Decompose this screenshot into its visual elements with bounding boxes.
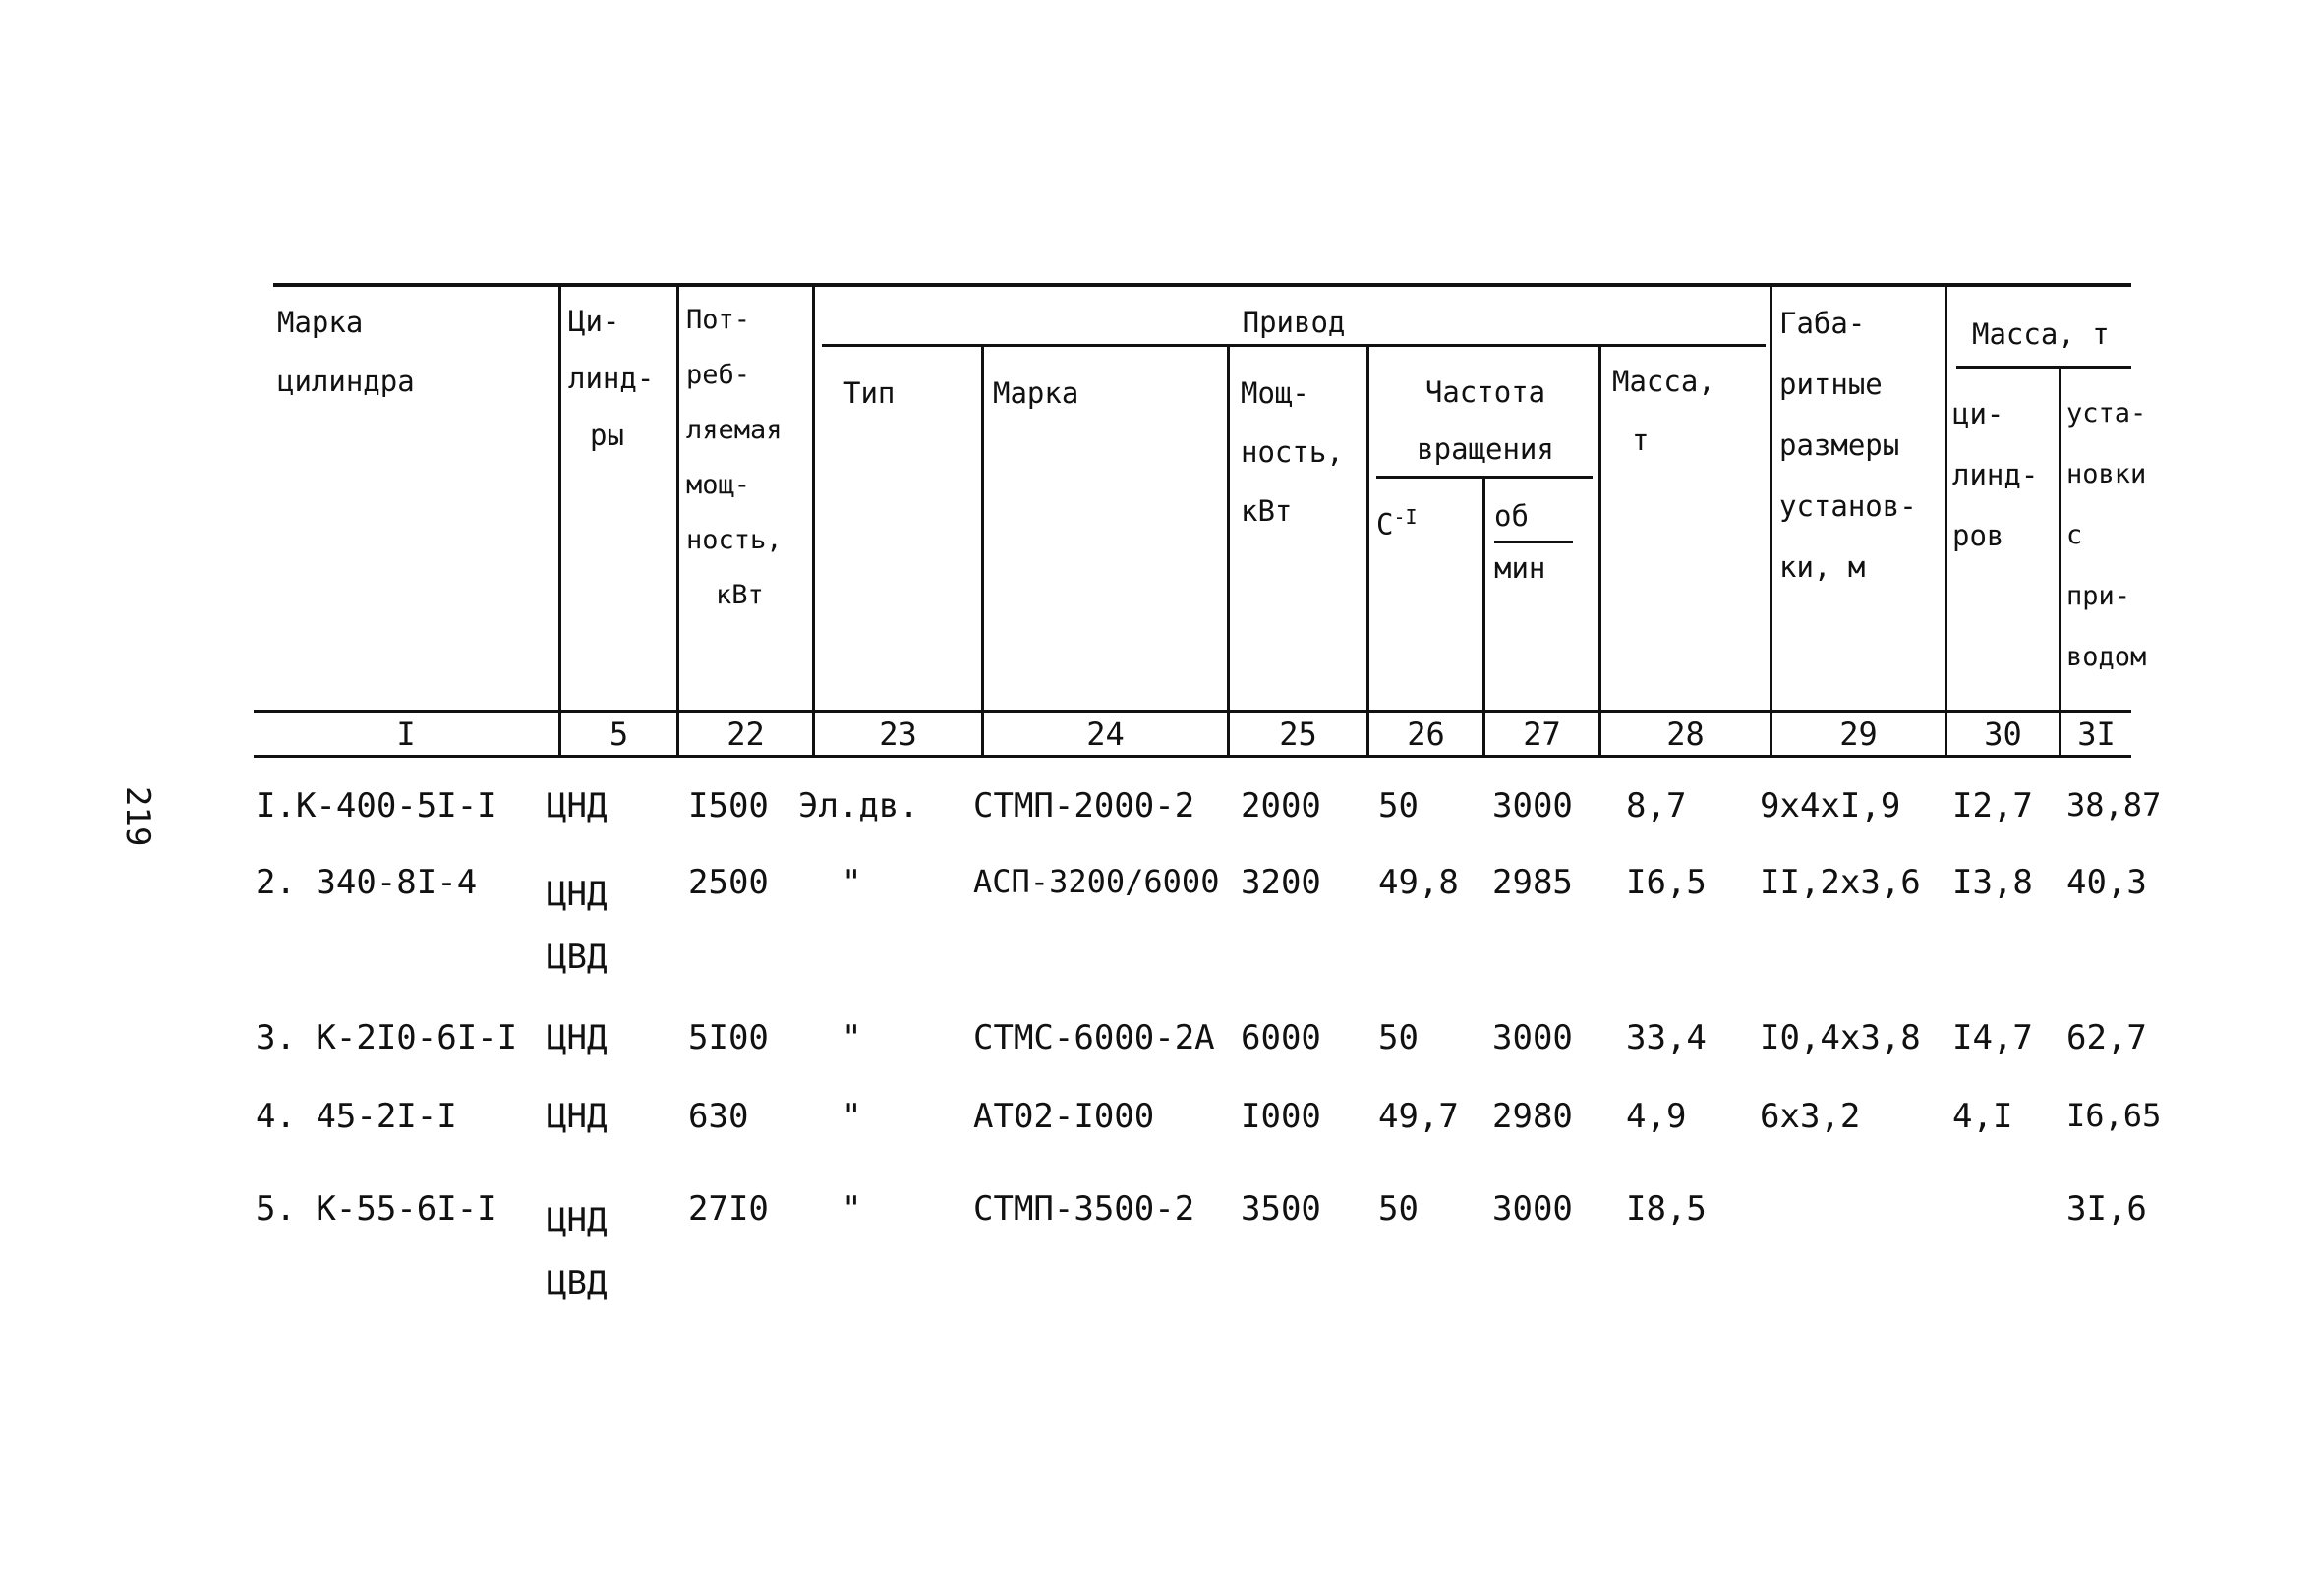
cell-cilindry: ЦНД xyxy=(547,786,608,826)
cell-cilindry: ЦНД ЦВД xyxy=(547,1201,608,1303)
cell-massa-cil: I4,7 xyxy=(1952,1018,2033,1057)
cell-privod-marka: АТ02-I000 xyxy=(973,1097,1155,1136)
cell-massa-ust: 3I,6 xyxy=(2066,1189,2147,1228)
cell-obmin: 2980 xyxy=(1492,1097,1573,1136)
cell-potr: 630 xyxy=(688,1097,749,1136)
column-number: 29 xyxy=(1839,715,1878,753)
cell-potr: 27I0 xyxy=(688,1189,769,1228)
cell-massa-cil: 4,I xyxy=(1952,1097,2013,1136)
header-tip: Тип xyxy=(843,376,896,410)
cell-moshch: 3200 xyxy=(1241,863,1321,902)
column-number: 30 xyxy=(1984,715,2022,753)
cell-s1: 50 xyxy=(1378,1018,1419,1057)
cell-privod-marka: СТМП-3500-2 xyxy=(973,1189,1195,1228)
numbers-bottom-rule xyxy=(254,755,2131,758)
cell-obmin: 3000 xyxy=(1492,786,1573,826)
cell-massa-cil: I3,8 xyxy=(1952,863,2033,902)
header-s-minus-1: $С^{-I}$ xyxy=(1376,505,1418,542)
header-ustanovki: уста- новки с при- водом xyxy=(2066,398,2147,672)
cell-gabarit: I0,4х3,8 xyxy=(1760,1018,1921,1057)
cell-privod-marka: СТМС-6000-2А xyxy=(973,1018,1215,1057)
header-gabarit: Габа- ритные размеры установ- ки, м xyxy=(1779,307,1917,584)
header-ob-min: об мин xyxy=(1494,491,1573,593)
column-number: 27 xyxy=(1523,715,1561,753)
column-number: 28 xyxy=(1666,715,1705,753)
cell-moshch: 6000 xyxy=(1241,1018,1321,1057)
col-divider xyxy=(812,283,815,757)
column-number: 5 xyxy=(609,715,629,753)
cell-tip: Эл.дв. xyxy=(798,786,919,826)
header-potreblyaemaya: Пот- реб- ляемая мощ- ность, кВт xyxy=(686,305,783,610)
cell-massa-ust: 38,87 xyxy=(2066,786,2162,824)
col-divider xyxy=(981,344,984,757)
cell-potr: I500 xyxy=(688,786,769,826)
cell-gabarit: II,2х3,6 xyxy=(1760,863,1921,902)
cell-s1: 49,8 xyxy=(1378,863,1459,902)
cell-marka: 2. 340-8I-4 xyxy=(256,863,478,902)
cell-massa: I8,5 xyxy=(1626,1189,1707,1228)
header-cilindrov: ци- линд- ров xyxy=(1952,397,2039,552)
cell-tip: " xyxy=(842,1097,862,1136)
cell-cilindry: ЦНД xyxy=(547,1018,608,1057)
header-massa-t: Масса, т xyxy=(1972,317,2110,351)
cell-cilindry: ЦНД ЦВД xyxy=(547,875,608,977)
col-divider xyxy=(1945,283,1947,757)
cell-obmin: 2985 xyxy=(1492,863,1573,902)
column-number: 25 xyxy=(1279,715,1317,753)
column-number: 23 xyxy=(879,715,917,753)
header-privod: Привод xyxy=(1242,306,1346,339)
header-marka: Марка xyxy=(993,376,1079,410)
header-chastota: Частота вращения xyxy=(1417,375,1554,466)
cell-massa-cil: I2,7 xyxy=(1952,786,2033,826)
cell-massa-ust: 62,7 xyxy=(2066,1018,2147,1057)
cell-gabarit: 6х3,2 xyxy=(1760,1097,1861,1136)
cell-massa-ust: I6,65 xyxy=(2066,1097,2162,1134)
col-divider xyxy=(1770,283,1772,757)
cell-s1: 49,7 xyxy=(1378,1097,1459,1136)
massa-underline xyxy=(1956,366,2131,369)
cell-moshch: 3500 xyxy=(1241,1189,1321,1228)
cell-massa: 33,4 xyxy=(1626,1018,1707,1057)
cell-obmin: 3000 xyxy=(1492,1189,1573,1228)
cell-marka: 3. К-2I0-6I-I xyxy=(256,1018,518,1057)
column-number: 3I xyxy=(2077,715,2116,753)
cell-s1: 50 xyxy=(1378,1189,1419,1228)
header-massa-privod: Масса, т xyxy=(1612,365,1715,457)
header-marka-cilindra: Марка цилиндра xyxy=(277,306,415,398)
cell-cilindry: ЦНД xyxy=(547,1097,608,1136)
col-divider xyxy=(676,283,679,757)
cell-moshch: 2000 xyxy=(1241,786,1321,826)
cell-tip: " xyxy=(842,1018,862,1057)
table-top-rule xyxy=(273,283,2131,287)
column-number: 24 xyxy=(1086,715,1125,753)
col-divider xyxy=(1366,344,1369,757)
cell-tip: " xyxy=(842,1189,862,1228)
cell-marka: I.К-400-5I-I xyxy=(256,786,497,826)
cell-massa: 8,7 xyxy=(1626,786,1687,826)
page-number: 219 xyxy=(118,786,157,847)
cell-potr: 2500 xyxy=(688,863,769,902)
cell-massa-ust: 40,3 xyxy=(2066,863,2147,902)
cell-tip: " xyxy=(842,863,862,902)
cell-marka: 4. 45-2I-I xyxy=(256,1097,457,1136)
header-bottom-rule xyxy=(254,710,2131,713)
header-moshchnost: Мощ- ность, кВт xyxy=(1241,376,1344,528)
col-divider xyxy=(2059,366,2061,757)
cell-marka: 5. К-55-6I-I xyxy=(256,1189,497,1228)
header-cilindry: Ци- линд- ры xyxy=(568,305,655,452)
cell-privod-marka: СТМП-2000-2 xyxy=(973,786,1195,826)
cell-obmin: 3000 xyxy=(1492,1018,1573,1057)
col-divider xyxy=(1227,344,1230,757)
col-divider xyxy=(1598,344,1601,757)
column-number: I xyxy=(396,715,416,753)
cell-privod-marka: АСП-3200/6000 xyxy=(973,863,1220,900)
col-divider xyxy=(558,283,561,757)
cell-s1: 50 xyxy=(1378,786,1419,826)
cell-potr: 5I00 xyxy=(688,1018,769,1057)
cell-massa: I6,5 xyxy=(1626,863,1707,902)
column-number: 22 xyxy=(726,715,765,753)
cell-gabarit: 9х4хI,9 xyxy=(1760,786,1901,826)
column-number: 26 xyxy=(1407,715,1445,753)
cell-massa: 4,9 xyxy=(1626,1097,1687,1136)
cell-moshch: I000 xyxy=(1241,1097,1321,1136)
